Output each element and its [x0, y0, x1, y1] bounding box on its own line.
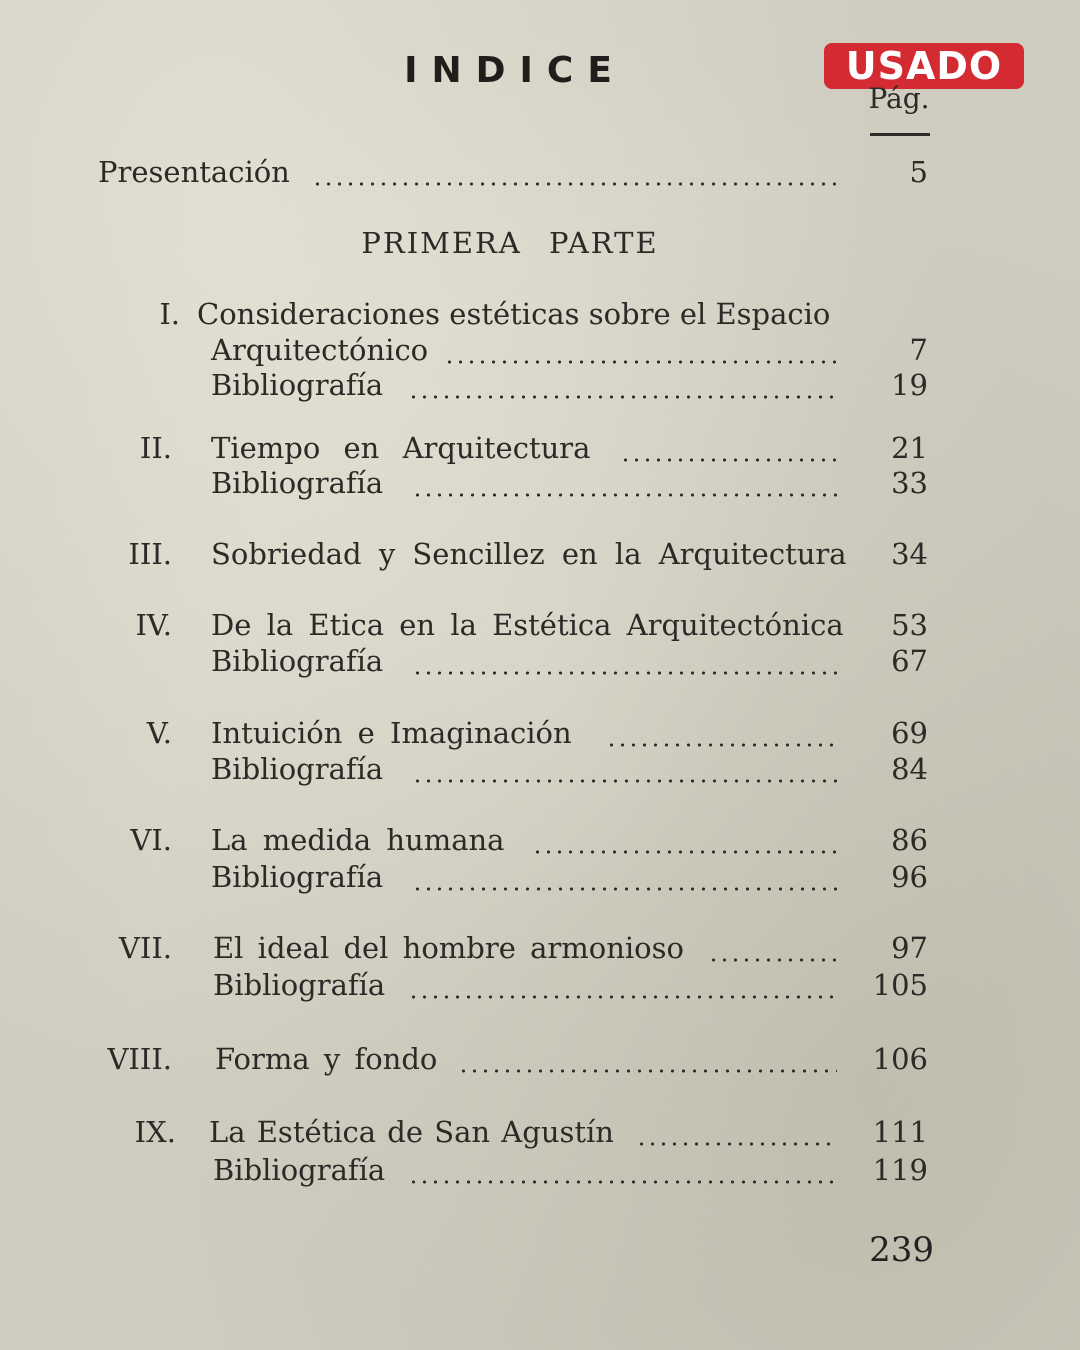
leader-dots [606, 742, 837, 748]
chapter-page: 21 [891, 431, 928, 465]
bibliography-label: Bibliografía [213, 968, 386, 1002]
bibliography-page: 19 [891, 368, 928, 402]
chapter-numeral: II. [139, 431, 172, 465]
used-badge: USADO [824, 43, 1024, 89]
chapter-numeral: IX. [134, 1115, 176, 1149]
bibliography-page: 67 [891, 644, 928, 678]
bibliography-label: Bibliografía [211, 860, 384, 894]
page-column-rule [870, 133, 930, 136]
chapter-title: Sobriedad y Sencillez en la Arquitectura [211, 537, 847, 571]
chapter-title: Tiempo en Arquitectura [211, 431, 591, 465]
presentation-label: Presentación [98, 155, 290, 189]
bibliography-page: 84 [891, 752, 928, 786]
chapter-numeral: VII. [118, 931, 172, 965]
bibliography-label: Bibliografía [211, 466, 384, 500]
bibliography-label: Bibliografía [213, 1153, 386, 1187]
bibliography-label: Bibliografía [211, 644, 384, 678]
chapter-page: 7 [909, 333, 928, 367]
leader-dots [412, 886, 837, 892]
bibliography-label: Bibliografía [211, 368, 384, 402]
chapter-numeral: VIII. [107, 1042, 172, 1076]
chapter-page: 86 [891, 823, 928, 857]
chapter-title: La medida humana [211, 823, 505, 857]
chapter-numeral: III. [128, 537, 172, 571]
bibliography-page: 119 [872, 1153, 928, 1187]
leader-dots [636, 1141, 837, 1147]
leader-dots [312, 181, 837, 187]
bibliography-page: 33 [891, 466, 928, 500]
presentation-page: 5 [909, 155, 928, 189]
chapter-title-continued: Arquitectónico [211, 333, 429, 367]
chapter-page: 53 [891, 608, 928, 642]
chapter-numeral: IV. [135, 608, 172, 642]
page-number: 239 [869, 1230, 934, 1270]
chapter-page: 69 [891, 716, 928, 750]
part-heading: PRIMERA PARTE [361, 226, 659, 260]
page-column-label: Pág. [868, 82, 930, 115]
chapter-title: Consideraciones estéticas sobre el Espacio [197, 297, 831, 331]
leader-dots [408, 1179, 837, 1185]
chapter-page: 97 [891, 931, 928, 965]
bibliography-page: 96 [891, 860, 928, 894]
chapter-numeral: V. [146, 716, 172, 750]
chapter-page: 34 [891, 537, 928, 571]
index-title: INDICE [404, 50, 626, 91]
chapter-numeral: I. [159, 297, 180, 331]
leader-dots [444, 359, 837, 365]
leader-dots [408, 994, 837, 1000]
chapter-title: De la Etica en la Estética Arquitectónica [211, 608, 844, 642]
chapter-title: Forma y fondo [215, 1042, 438, 1076]
leader-dots [458, 1068, 837, 1074]
leader-dots [412, 492, 837, 498]
leader-dots [412, 778, 837, 784]
chapter-title: El ideal del hombre armonioso [213, 931, 684, 965]
leader-dots [620, 457, 837, 463]
bibliography-page: 105 [872, 968, 928, 1002]
leader-dots [708, 957, 837, 963]
chapter-page: 111 [872, 1115, 928, 1149]
bibliography-label: Bibliografía [211, 752, 384, 786]
chapter-title: Intuición e Imaginación [211, 716, 572, 750]
chapter-page: 106 [872, 1042, 928, 1076]
chapter-title: La Estética de San Agustín [209, 1115, 614, 1149]
leader-dots [412, 670, 837, 676]
chapter-numeral: VI. [130, 823, 172, 857]
leader-dots [408, 394, 837, 400]
leader-dots [532, 849, 837, 855]
